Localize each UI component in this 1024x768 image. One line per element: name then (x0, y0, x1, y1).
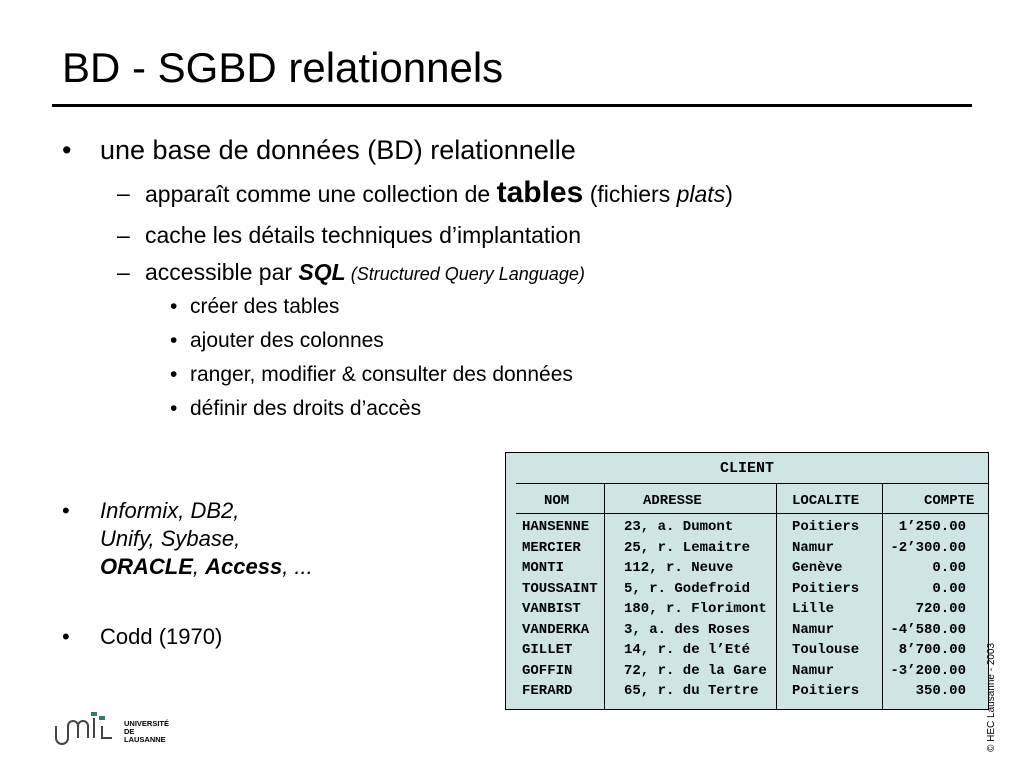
table-cell: GOFFIN (522, 662, 573, 679)
bullet-marker: • (170, 397, 178, 420)
vendors-line-2: Unify, Sybase, (100, 526, 241, 551)
header-divider (516, 513, 988, 514)
vendors-line-3 (100, 553, 313, 581)
vendors-line-1: Informix, DB2, (100, 498, 240, 523)
table-cell: 72, r. de la Gare (624, 662, 767, 679)
table-cell: Namur (792, 621, 835, 638)
sql-item-text: créer des tables (190, 295, 340, 318)
text-bold-tables: tables (496, 176, 584, 209)
table-cell: Toulouse (792, 642, 860, 658)
sub-bullet-text (145, 258, 585, 288)
table-cell: -2’300.00 (890, 539, 966, 556)
table-cell: 720.00 (915, 601, 966, 617)
sql-item-text: ranger, modifier & consulter des données (190, 363, 573, 386)
table-cell: Poitiers (792, 580, 860, 597)
table-cell: 3, a. des Roses (624, 621, 751, 638)
text-bold-sql: SQL (298, 259, 346, 285)
table-cell: MERCIER (522, 539, 581, 556)
bullet-marker: • (170, 329, 178, 352)
column-divider (776, 483, 777, 709)
logo-text (124, 720, 169, 744)
bullet-marker: • (62, 624, 70, 649)
bullet-marker: • (62, 135, 72, 165)
sql-item-text: ajouter des colonnes (190, 329, 384, 352)
codd-text: Codd (1970) (100, 624, 223, 649)
table-cell: Poitiers (792, 683, 860, 699)
text-part: , (192, 554, 206, 579)
table-cell: 5, r. Godefroid (624, 580, 751, 597)
title-underline (52, 104, 972, 107)
table-cell: 65, r. du Tertre (624, 683, 759, 699)
col-header-adresse: ADRESSE (643, 493, 702, 509)
table-cell: VANBIST (522, 601, 581, 617)
table-cell: 350.00 (915, 683, 966, 699)
text-italic-plats: plats (676, 181, 726, 207)
logo-line: UNIVERSITÉ (124, 719, 170, 728)
table-cell: FERARD (522, 683, 573, 699)
col-header-compte: COMPTE (924, 493, 975, 509)
table-cell: 112, r. Neuve (624, 560, 734, 576)
logo-line: LAUSANNE (124, 735, 166, 744)
text-part: apparaît comme une collection de (145, 181, 497, 207)
client-table (505, 452, 989, 710)
table-cell: HANSENNE (522, 519, 590, 535)
table-cell: Poitiers (792, 519, 860, 535)
slide-title: BD - SGBD relationnels (62, 44, 504, 91)
bullet-marker: • (170, 363, 178, 386)
table-cell: VANDERKA (522, 621, 590, 638)
table-cell: 8’700.00 (898, 642, 966, 658)
bullet-marker: • (62, 498, 70, 523)
table-cell: 0.00 (932, 560, 966, 576)
table-cell: TOUSSAINT (522, 580, 598, 597)
dash-marker: – (117, 222, 130, 248)
table-cell: 25, r. Lemaitre (624, 539, 751, 556)
logo-line: DE (124, 727, 135, 736)
table-cell: -4’580.00 (890, 621, 966, 638)
text-part: , ... (282, 554, 313, 579)
table-cell: GILLET (522, 642, 573, 658)
column-divider (604, 483, 605, 709)
bullet-marker: • (170, 295, 178, 318)
text-part: (fichiers (583, 181, 677, 207)
table-cell: 180, r. Florimont (624, 601, 767, 617)
text-oracle: ORACLE (100, 554, 193, 579)
text-access: Access (205, 554, 283, 579)
table-cell: Genève (792, 560, 843, 576)
dash-marker: – (117, 180, 130, 206)
col-header-nom: NOM (544, 493, 570, 509)
table-cell: 14, r. de l’Eté (624, 642, 751, 658)
text-part: ) (725, 181, 733, 207)
dash-marker: – (117, 259, 130, 285)
table-cell: -3’200.00 (890, 662, 966, 679)
table-cell: Namur (792, 662, 835, 679)
sub-bullet-text: cache les détails techniques d’implantation (145, 222, 581, 248)
sub-bullet-text (145, 176, 733, 209)
caption-divider (516, 483, 988, 484)
col-header-localite: LOCALITE (792, 493, 860, 509)
copyright-note: © HEC Lausanne - 2003 (986, 642, 997, 752)
text-small-italic: (Structured Query Language) (345, 264, 585, 284)
table-cell: Namur (792, 539, 835, 556)
table-cell: 0.00 (932, 580, 966, 597)
table-cell: Lille (792, 601, 835, 617)
table-cell: 1’250.00 (898, 519, 966, 535)
sql-item-text: définir des droits d’accès (190, 397, 422, 420)
table-caption: CLIENT (719, 460, 774, 477)
table-cell: MONTI (522, 560, 565, 576)
column-divider (882, 483, 883, 709)
bullet-text: une base de données (BD) relationnelle (100, 135, 576, 165)
text-part: accessible par (145, 259, 299, 285)
table-cell: 23, a. Dumont (624, 519, 734, 535)
